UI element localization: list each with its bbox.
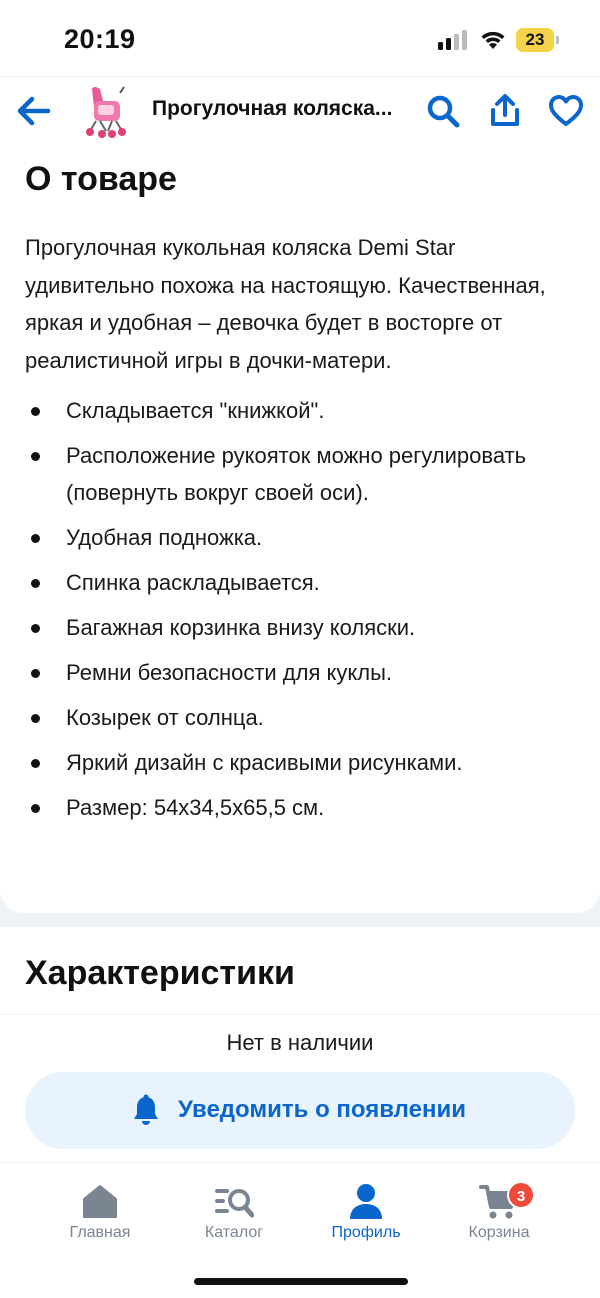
bullet-dot [31, 624, 40, 633]
catalog-icon [214, 1181, 254, 1221]
product-header [0, 76, 600, 146]
tab-profile[interactable] [306, 1163, 426, 1253]
feature-item [25, 392, 545, 429]
battery-level: 23 [516, 28, 554, 52]
feature-item [25, 699, 545, 736]
search-icon[interactable] [425, 93, 461, 129]
feature-item [25, 654, 545, 691]
about-title: О товаре [25, 160, 177, 198]
heart-icon[interactable] [548, 93, 584, 129]
feature-item [25, 609, 545, 646]
bell-icon [131, 1094, 161, 1126]
back-arrow-icon[interactable] [14, 93, 54, 129]
battery-tip [556, 36, 559, 44]
tab-catalog[interactable] [174, 1163, 294, 1253]
bullet-dot [31, 804, 40, 813]
tab-cart-label: Корзина [468, 1224, 530, 1241]
home-indicator [194, 1278, 408, 1285]
share-icon[interactable] [487, 93, 523, 129]
tab-home[interactable] [40, 1163, 160, 1253]
feature-item [25, 564, 545, 601]
notify-button[interactable] [25, 1072, 575, 1149]
about-description: Прогулочная кукольная коляска Demi Star удивительно похожа на настоящую. Качественная, яркая и удобная – девочка будет в восторге от реалистичной игры в дочки-матери. [25, 235, 546, 373]
feature-item [25, 744, 545, 781]
status-bar [0, 0, 600, 76]
header-title: Прогулочная коляска... [152, 97, 393, 120]
battery-indicator [516, 28, 560, 52]
feature-text: Складывается "книжкой". [66, 398, 325, 423]
tab-profile-label: Профиль [331, 1224, 401, 1241]
tab-home-label: Главная [69, 1224, 131, 1241]
feature-text: Козырек от солнца. [66, 705, 264, 730]
notify-label: Уведомить о появлении [178, 1096, 466, 1123]
feature-text: Размер: 54х34,5х65,5 см. [66, 795, 325, 820]
feature-text: Ремни безопасности для куклы. [66, 660, 393, 685]
cart-badge: 3 [507, 1181, 535, 1209]
bullet-dot [31, 759, 40, 768]
bullet-dot [31, 714, 40, 723]
availability-status: Нет в наличии [226, 1030, 374, 1055]
wifi-icon [479, 28, 507, 50]
profile-icon [346, 1181, 386, 1221]
tab-cart[interactable] [439, 1163, 559, 1253]
status-time: 20:19 [64, 24, 136, 54]
cellular-signal-icon [438, 30, 470, 50]
bullet-dot [31, 534, 40, 543]
bullet-dot [31, 407, 40, 416]
feature-text: Спинка раскладывается. [66, 570, 320, 595]
specs-title[interactable]: Характеристики [25, 954, 295, 992]
feature-list [25, 392, 545, 834]
feature-item [25, 789, 545, 826]
feature-text: Яркий дизайн с красивыми рисунками. [66, 750, 463, 775]
feature-item [25, 437, 545, 511]
feature-text: Удобная подножка. [66, 525, 263, 550]
feature-text: Расположение рукояток можно регулировать (повернуть вокруг своей оси). [66, 443, 527, 505]
product-thumbnail[interactable] [80, 83, 132, 139]
home-icon [80, 1181, 120, 1221]
feature-text: Багажная корзинка внизу коляски. [66, 615, 416, 640]
bullet-dot [31, 669, 40, 678]
bullet-dot [31, 452, 40, 461]
bullet-dot [31, 579, 40, 588]
tab-catalog-label: Каталог [204, 1224, 264, 1241]
feature-item [25, 519, 545, 556]
